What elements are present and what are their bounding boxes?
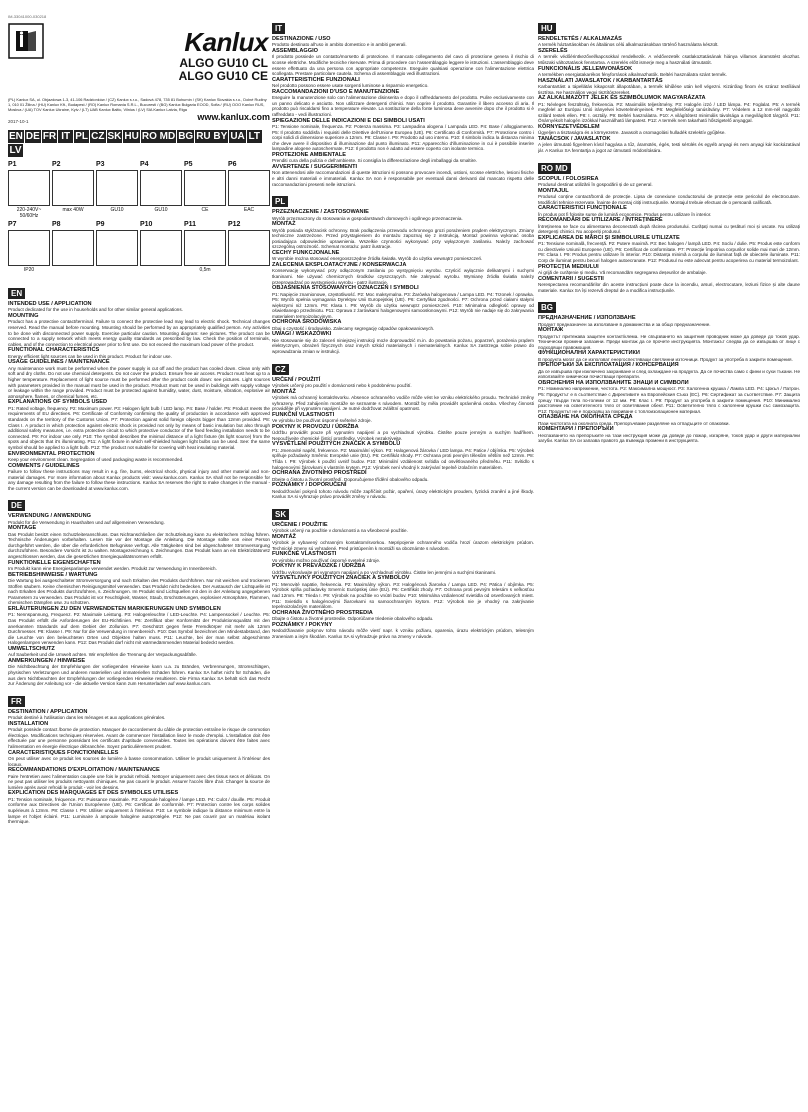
section-heading: UWAGI / WSKAZÓWKI: [272, 331, 332, 338]
pictogram-symbol-icon: [184, 170, 226, 206]
section-heading: RACCOMANDAZIONI D'USO E MANUTENZIONE: [272, 88, 400, 95]
section-paragraph: Výrobok určený na použitie v domácnosti a na všeobecné použitie.: [272, 528, 408, 534]
section-hu: [538, 18, 800, 154]
pictogram-symbol-icon: [96, 170, 138, 206]
pictogram-symbol-icon: [140, 170, 182, 206]
pictogram-symbol-icon: [140, 230, 182, 266]
section-paragraph: Product has a protective contact/terminal. Failure to connect the protective lead may lead to electric shock. Technical changes reserved. Read the manual before mounting. Mounting should be performed by an appropriately qualified person. Any activities to be done with disconnected power supply. Exercise particular caution. Mounting diagram: see pictures. The product can be connected to a supply network which meets energy quality standards as prescribed by law. Check the position of terminals, cables, and of the connection to electrical power prior to first use. Do not exceed the maximum load power of the product.: [8, 319, 270, 347]
language-tag: LV: [9, 145, 22, 156]
section-it: [272, 18, 534, 187]
section-paragraph: Údržbu provádět pouze při vypnutém napájení a po vychladnutí výrobku. Čistěte pouze jemným a suchým hadříkem. Nepoužívejte chemické čisticí prostředky. Výrobek nezakrývejte.: [272, 430, 534, 441]
language-tag: SK: [107, 131, 122, 142]
website[interactable]: www.kanlux.com: [197, 112, 270, 122]
section-paragraph: Неспазването на препоръките на тази инструкция може да доведе до пожар, изгаряне, токов удар и други материални загуби. Kanlux SA си запазва правото да въвежда промени в инструкцията.: [538, 432, 800, 444]
section-paragraph: Да се извършва при изключено захранване и след охлаждане на продукта. Да се почиства само с фини и сухи тъкани. Не използвайте химически почистващи препарати.: [538, 368, 800, 380]
print-date: 2017-10-1: [8, 119, 29, 124]
section-heading: TANÁCSOK / JAVASLATOK: [538, 135, 611, 142]
section-paragraph: Ügyeljen a tisztaságra és a környezetre. Javasolt a csomagolási hulladék szelektív gyűjtése.: [538, 130, 726, 136]
pictogram-number: P9: [96, 221, 105, 228]
section-heading: RECOMANDĂRI DE UTILIZARE / ÎNTREȚINERE: [538, 217, 663, 224]
section-heading: SZERELÉS: [538, 48, 568, 54]
pictogram-symbol-icon: [52, 230, 94, 266]
section-heading: POKYNY K PREVÁDZKE / ÚDRŽBA: [272, 563, 366, 570]
section-paragraph: Any maintenance work must be performed when the power supply is cut off and the product has cooled down. Clean only with soft and dry cloths. Do not use chemical detergents. Do not cover the product. Ensure free air access. Product must heat up to a higher temperature. Replacement of light source must be performed after the product cools down: see pictures. Light sources with parameters provided in the manual must be used in the product. Product must not be used in buildings with supply voltage or leakage within the range provided. Product must be protected against humidity, water, dust, moisture, vibration, explosive air atmosphere, flames, or chemical fumes, etc.: [8, 365, 270, 399]
section-paragraph: P1: Tensiune nominală, frecvență. P2: Putere maximă. P3: Bec halogen / lampă LED. P4: Soclu / dulie. P5: Produs este conform cu directivele Uniunii Europene (UE). P6: Certificat de conformitate. P7: Protecție împotriva corpurilor solide mai mari de 12mm. P8: Clasa I. P9: Produs pentru utilizare în interior. P10: Distanța minimă a corpului de iluminat față de obiectele iluminate. P11: Corp de iluminat pentru becuri halogen autoecranate. P12: Produsul nu este adecvat pentru acoperirea cu material termoizolant.: [538, 241, 800, 263]
section-heading: CARATTERISTICHE FUNZIONALI: [272, 76, 360, 83]
section-heading: FUNKCIONÁLIS JELLEMVONÁSOK: [538, 65, 633, 72]
section-paragraph: Faire l'entretien avec l'alimentation coupée une fois le produit refroidi. Nettoyer uniquement avec des tissus secs et délicats. On ne peut pas utiliser les produits nettoyants chimiques. Ne pas couvrir le produit. Assurer l'accès libre d'air. Changer la source de lumière après avoir refroidi le produit - voir les dessins.: [8, 773, 270, 790]
pictogram-number: P4: [140, 161, 149, 168]
pictogram-number: P3: [96, 161, 105, 168]
section-paragraph: A termék védőérintkezővel/kapcsokkal rendelkezik. A védővezeték csatlakoztatásának hiánya villamos áramütést okozhat. Műszaki változtatások fenntartva. A szerelés előtt ismerje meg a használati útmutatót.: [538, 54, 800, 65]
brand-logo: Kanlux: [184, 27, 268, 57]
section-heading: ПРЕПОРЪКИ ЗА ЕКСПЛОАТАЦИЯ / КОНСЕРВАЦИЯ: [538, 362, 679, 369]
section-paragraph: P1: Névleges feszültség, frekvencia. P2: Maximális teljesítmény. P3: Halogén izzó / LED lámpa. P4: Foglalat. P5: A termék megfelel az Európai Unió irányelvei követelményeinek. P6: Megfelelőségi tanúsítvány. P7: Védelem a 12 mm-nél nagyobb szilárd testek ellen. P8: I. osztály. P9: Beltéri használatra. P10: A világítótest minimális távolsága a megvilágított tárgytól. P11: Önárnyékolt halogén izzókkal használható lámpatest. P12: A termék nem takarható hőszigetelő anyaggal.: [538, 101, 800, 124]
section-paragraph: Dbaj o czystość i środowisko. Zalecamy segregację odpadów opakowaniowych.: [272, 325, 435, 331]
section-heading: POZNÁMKY / POKYNY: [272, 621, 333, 628]
section-paragraph: Product dedicated for the use in households and for other similar general applications.: [8, 307, 183, 313]
section-paragraph: Produsul conține contact/bornă de protecție. Lipsa de conexiune conductorului de protecție este pericolul de electrocutare. Modificări tehnice rezervate. Înainte de montaj citiți instrucțiunile. Montajul trebuie efectuat de o persoană calificată.: [538, 193, 800, 205]
section-paragraph: Výrobok je vybavený ochranným kontaktom/svorkou. Nepripojenie ochranného vodiča hrozí úrazom elektrickým prúdom. Technické zmeny sú vyhradené. Pred pristúpením k montáži sa oboznámte s návodom.: [272, 540, 534, 551]
language-code-badge: HU: [538, 23, 556, 34]
pictogram-number: P2: [52, 161, 61, 168]
language-tag: BG: [178, 131, 194, 142]
section-paragraph: Produkt für die Verwendung in Haushalten und auf allgemeinen Verwendung.: [8, 519, 165, 525]
section-heading: ENVIRONMENTAL PROTECTION: [8, 450, 95, 457]
section-paragraph: Nedodržování pokynů tohoto návodu může zapříčinit požár, opaření, úrazy elektrickým proudem, fyzická zranění a jiné škody. Kanlux SA si vyhrazuje právo provádět změny v návodu.: [272, 488, 534, 500]
section-heading: INSTALLATION: [8, 720, 49, 727]
section-bg: [538, 297, 800, 444]
pictogram-number: P10: [140, 221, 153, 228]
pictogram-label: EAC: [243, 207, 255, 213]
section-heading: RENDELTETÉS / ALKALMAZÁS: [538, 36, 622, 42]
section-paragraph: P1: Napięcie znamionowe, częstotliwość. P2: Moc maksymalna. P3: Żarówka halogenowa / Lampa LED. P4: Trzonek / oprawka. P5: Wyrób spełnia wymagania Dyrektyw Unii Europejskiej (UE). P6: Certyfikat zgodności. P7: Ochrona przed ciałami stałymi większymi niż 12mm. P8: Klasa I. P9: Wyrób do użytku wewnątrz pomieszczeń. P10: Minimalna odległość oprawy od oświetlanego przedmiotu. P11: Oprawa z żarówkami halogenowymi samoosłonowymi. P12: Wyrób nie nadaje się do zakrywania materiałem termoizolacyjnym.: [272, 291, 534, 319]
section-heading: ZALECENIA EKSPLOATACYJNE / KONSERWACJA: [272, 261, 407, 268]
language-tag: UA: [230, 131, 245, 142]
section-paragraph: Vo výrobku možno používať úsporné svetelné zdroje.: [272, 557, 381, 563]
pictogram-number: P12: [228, 221, 241, 228]
section-paragraph: Nerespectarea recomandărilor din aceste instrucțiuni poate duce la incendiu, arsuri, electrocutare, leziuni fizice și alte daune materiale. Kanlux SA își rezervă dreptul de a modifica instrucțiunile.: [538, 281, 800, 293]
section-heading: ОБЯСНЕНИЯ НА ИЗПОЛЗВАНИТЕ ЗНАЦИ И СИМВОЛИ: [538, 379, 689, 386]
pictogram-p11: [184, 221, 226, 279]
section-paragraph: Non attenendosi alle raccomandazioni di queste istruzioni si possono provocare incendi, ustioni, scosse elettriche, lesioni fisiche e altri danni materiali e immateriali. Kanlux SA non è responsabile per eventuali danni derivanti dal mancato rispetto delle raccomandazioni presenti nelle istruzioni.: [272, 170, 534, 187]
section-heading: OCHRANA ŽIVOTNÍHO PROSTŘEDÍ: [272, 470, 367, 477]
section-heading: OCHRONA ŚRODOWISKA: [272, 319, 342, 326]
section-en: [8, 283, 270, 491]
language-code-badge: PL: [272, 196, 288, 207]
section-paragraph: Nie stosowanie się do zaleceń niniejszej instrukcji może doprowadzić m.in. do powstania pożaru, poparzeń, porażenia prądem elektrycznym, obrażeń fizycznych oraz innych szkód materialnych i niematerialnych. Kanlux SA zastrzega sobie prawo do wprowadzania zmian w instrukcji.: [272, 337, 534, 355]
pictogram-symbol-icon: [8, 170, 50, 206]
pictogram-symbol-icon: [96, 230, 138, 266]
section-heading: DESTINAZIONE / USO: [272, 36, 331, 42]
section-heading: HASZNÁLATI JAVASLATOK / KARBANTARTÁS: [538, 77, 663, 84]
section-paragraph: P1: Номинално напрежение, честота. P2: Максимална мощност. P3: Халогенна крушка / Лампа LED. P4: Цокъл / Патрон. P5: Продуктът е в съответствие с Директивите на Европейския Съюз (ЕС). P6: Сертификат за съответствие. P7: Защита срещу твърди тела по-големи от 12 мм. P8: Клас I. P9: Продукт за употреба в закрити помещения. P10: Минимално разстояние на осветителното тяло от осветявания обект. P11: Осветително тяло с халогенни крушки със самозащита. P12: Продуктът не е подходящ за покриване с топлоизолационен материал.: [538, 386, 800, 414]
language-tag: FR: [42, 131, 57, 142]
section-heading: RECOMMANDATIONS D'EXPLOITATION / MAINTENANCE: [8, 767, 160, 774]
section-paragraph: Nedodržiavanie pokynov tohto návodu môže viesť napr. k vzniku požiaru, oparenia, úrazu elektrickým prúdom, telesným zraneniam a iným škodám. Kanlux SA si vyhradzuje právo na zmeny v návode.: [272, 628, 534, 639]
language-tag: LT: [248, 131, 261, 142]
section-heading: ERLÄUTERUNGEN ZU DEN VERWENDETEN MARKIERUNGEN UND SYMBOLEN: [8, 606, 221, 613]
section-heading: FUNKČNÉ VLASTNOSTI: [272, 551, 337, 558]
section-heading: COMMENTS / GUIDELINES: [8, 462, 80, 469]
language-bar: [8, 130, 270, 157]
section-paragraph: Výrobek určený pro použití v domácnosti nebo k podobnému použití.: [272, 383, 412, 389]
section-paragraph: Die Nichtbeachtung der Empfehlungen der vorliegenden Hinweise kann u.a. zu Bränden, Verbrennungen, Stromschlägen, physischen Verletzungen und anderen materiellen und immateriellen Schäden führen. Kanlux SA haftet nicht für Schäden, die aus dem Nichtbeachten der Empfehlungen der vorliegenden Hinweise resultieren. Die Firma Kanlux SA behält sich das Recht zur Änderung der Anleitung vor - die aktuelle Version kann zum Herunterladen auf www.kanlux.com.: [8, 664, 270, 687]
section-heading: ПРЕДНАЗНАЧЕНИЕ / ИЗПОЛЗВАНЕ: [538, 315, 636, 322]
section-heading: EXPLICAREA DE MĂRCI ȘI SIMBOLURILE UTILIZATE: [538, 234, 680, 241]
pictogram-symbol-icon: [228, 230, 270, 266]
language-tag: HU: [124, 131, 139, 142]
section-paragraph: A jelen útmutató figyelmen kívül hagyása a tűz, áramütés, égés, testi sérülés és egyéb anyagi és nem anyagi kár kockázatával jár. A Kanlux SA fenntartja a jogot az útmutató módosítására.: [538, 142, 800, 153]
section-paragraph: On peut utiliser avec ce produit les sources de lumière à basse consommation. Utiliser le produit uniquement à l'intérieur des locaux.: [8, 755, 270, 767]
section-heading: ФУНКЦИОНАЛНИ ХАРАКТЕРИСТИКИ: [538, 350, 640, 357]
section-heading: FUNKTIONELLE EIGENSCHAFTEN: [8, 559, 101, 566]
section-paragraph: Nel prodotto possono essere usate sorgenti luminose a risparmio energetico.: [272, 83, 429, 89]
pictogram-number: P8: [52, 221, 61, 228]
language-code-badge: RO MD: [538, 163, 571, 174]
pictogram-p9: [96, 221, 138, 279]
section-paragraph: Ai grijă de curățenie și mediu. Vă recomandăm segregarea deșeurilor de ambalaje.: [538, 269, 707, 275]
section-paragraph: P1: Jmenovité napětí, frekvence. P2: Maximální výkon. P3: Halogenová žárovka / LED lampa. P4: Patice / objímka. P5: Výrobek splňuje požadavky Směrnic Evropské unie (EU). P6: Certifikát shody. P7: Ochrana proti pevným tělesům větším než 12mm. P8: Třída I. P9: Výrobek k použití uvnitř budov. P10: Minimální vzdálenost svítidla od osvětlovaného předmětu. P11: Svítidlo s halogenovými žárovkami s vlastním krytem. P12: Výrobek není vhodný k zakrývání tepelně izolačním materiálem.: [272, 447, 534, 470]
pictogram-symbol-icon: [228, 170, 270, 206]
section-paragraph: Întreținerea se face cu alimentarea deconectată după răcirea produsului. Curățați numai cu țesături moi și uscate. Nu utilizați detergenți chimici. Nu acoperiți produsul.: [538, 223, 800, 235]
pictogram-label: max 40W: [62, 207, 84, 213]
language-code-badge: FR: [8, 696, 25, 707]
section-paragraph: Konserwację wykonywać przy odłączonym zasilaniu po wystygnięciu wyrobu. Czyścić wyłącznie delikatnymi i suchymi tkaninami. Nie używać chemicznych środków czyszczących. Nie zakrywać wyrobu. Wymianę źródła światła należy przeprowadzać po wystygnięciu wyrobu - patrz ilustracje.: [272, 268, 534, 285]
section-paragraph: P1: Rated voltage, frequency. P2: Maximum power. P3: Halogen light bulb / LED lamp. P4: Base / holder. P5: Product meets the requirements of EU directives. P6: Certificate of Conformity confirming the quality of production in accordance with approved standards on the territory of the Customs Union. P7: Protection against solid foreign objects bigger than 12mm provided. P8: Class I. A product in which protection against electric shock is provided not only by means of basic insulation but also through additional safety measures, i.e. extra protective circuit to which protective conductor of the fixed feeding installation needs to be connected. P9: For indoor use only. P10: The symbol describes the minimal distance of a light fixture (its light source) from the spots and objects that it's illuminating. P11: A light fixture in which self-shielded halogen light bulbs can be used. See: the same symbol should be applied to a light bulb. P12: The product not suitable for covering with heat insulating material.: [8, 405, 270, 450]
section-paragraph: A termék háztartásokban és általános célú alkalmazásokban történő használatra készült.: [538, 42, 719, 48]
section-heading: КОМЕНТАРИ / ПРЕПОРЪКИ: [538, 426, 614, 433]
section-paragraph: Údržbu vykonávajte pri vypnutom napájaní a po vychladnutí výrobku. Čistite len jemnými a suchými tkaninami.: [272, 569, 497, 575]
pictogram-p4: [140, 161, 182, 219]
section-heading: POZNÁMKY / DOPORUČENÍ: [272, 482, 347, 489]
pictogram-p8: [52, 221, 94, 279]
section-paragraph: Failure to follow these instructions may result in e.g. fire, burns, electrical shock, physical injury and other material and non-material damages. For more information about Kanlux products visit: www.kanlux.com. Kanlux SA shall not be responsible for any damage resulting from the failure to follow these instructions. Kanlux SA reserves the right to make changes in the manual - the current version can be downloaded at www.kanlux.com.: [8, 468, 270, 491]
pictogram-p7: [8, 221, 50, 279]
section-paragraph: Die Wartung bei ausgeschalteter Stromversorgung und nach Erkalten des Produkts durchführen. Nur mit weichen und trockenen Stoffen säubern. Keine chemischen Reinigungsmittel verwenden. Das Produkt nicht bedecken. Der Austausch der Lichtquelle ist nach Erkalten des Produkts durchzuführen, s. Zeichnungen. Im Produkt sind Lichtquellen mit den in der Anleitung angegebenen Parametern zu verwenden. Das Produkt ist vor Feuchtigkeit, Wasser, Staub, Erschütterungen, explosiver Atmosphäre, Flammen, chemischen Dämpfen usw. zu schützen.: [8, 578, 270, 606]
pictogram-number: P5: [184, 161, 193, 168]
language-tag: RU BY: [196, 131, 228, 142]
section-paragraph: Produit destiné à l'utilisation dans les ménages et aux applications générales.: [8, 715, 166, 721]
section-cz: [272, 359, 534, 500]
section-heading: INTENDED USE / APPLICATION: [8, 301, 92, 307]
section-heading: EXPLICATION DES MARQUAGES ET DES SYMBOLES UTILISES: [8, 790, 179, 797]
section-heading: BETRIEBSHINWEISE / WARTUNG: [8, 571, 98, 578]
pictogram-p5: [184, 161, 226, 219]
section-heading: MONTAŻ: [272, 221, 296, 228]
section-heading: SPIEGAZIONE DELLE INDICAZIONI E DEI SIMBOLI USATI: [272, 117, 425, 124]
section-paragraph: În produs pot fi folosite surse de lumină economice. Produs pentru utilizare în interior.: [538, 211, 712, 217]
section-paragraph: Produsul destinat utilizării în gospodării și de uz general.: [538, 181, 653, 187]
section-paragraph: Prenditi cura della pulizia e dell'ambiente. Si consiglia la differenziazione degli imballaggi da smaltire.: [272, 158, 478, 164]
column-3: [538, 14, 800, 1104]
language-code-badge: EN: [8, 288, 25, 299]
language-tag: PL: [75, 131, 89, 142]
pictogram-label: CE: [201, 207, 209, 213]
section-paragraph: P1: Tensione nominale, frequenza. P2: Potenza massima. P3: Lampadina alogena / Lampada LED. P4: Base / alloggiamento. P5: Il prodotto soddisfa i requisiti delle Direttive dell'Unione Europea (UE). P6: Certificato di Conformità. P7: Protezione contro i corpi solidi di dimensione superiore a 12mm. P8: Classe I. P9: Prodotto ad uso interno. P10: Il simbolo indica la distanza minima che deve avere il dispositivo di illuminazione dal punto illuminato. P11: Apparecchio d'illuminazione in cui è possibile inserire lampadine alogene autoschermate. P12: Il prodotto non è adatto ad essere coperto con isolante termico.: [272, 123, 534, 152]
section-heading: ASSEMBLAGGIO: [272, 48, 318, 54]
language-tag: DE: [25, 131, 40, 142]
section-paragraph: A termékben energiatakarékos fényforrások alkalmazhatók. Beltéri használatra szánt termék.: [538, 72, 727, 77]
section-ro: [538, 158, 800, 294]
pictogram-label: GU10: [154, 207, 168, 213]
section-paragraph: Auf Sauberkeit und die Umwelt achten. Wir empfehlen die Trennung der Verpackungsabfälle.: [8, 652, 197, 658]
pictogram-number: P11: [184, 221, 197, 228]
language-tag: CZ: [91, 131, 105, 142]
section-paragraph: Ve výrobku lze používat úsporné světelné zdroje.: [272, 418, 372, 424]
language-code-badge: SK: [272, 509, 289, 520]
section-paragraph: Eseguire la manutenzione solo con l'alimentazione disinserita e dopo il raffreddamento del prodotto. Pulire esclusivamente con un panno delicato e asciutto. Non utilizzare detergenti chimici. Non coprire il prodotto. Garantire il libero accesso di aria. Il prodotto può riscaldarsi fino a temperature elevate. La sostituzione della fonte luminosa deve avvenire dopo che il prodotto si è raffreddato - vedi illustrazioni.: [272, 95, 534, 117]
pictogram-symbol-icon: [8, 230, 50, 266]
section-heading: KÖRNYEZETVÉDELEM: [538, 123, 600, 130]
section-heading: PROTEZIONE AMBIENTALE: [272, 151, 346, 158]
section-paragraph: Il prodotto possiede un contatto/morsetto di protezione. Il mancato collegamento del cavo di protezione genera il rischio di scosse elettriche. Modifiche tecniche riservate. Prima di procedere con l'assemblaggio leggere le istruzioni. L'assemblaggio deve essere effettuato da una persona con appropriate competenze. Eseguire qualsiasi operazione con l'alimentazione elettrica scollegata. Prestare particolare cautela. Schema di assemblaggio vedi illustrazioni.: [272, 54, 534, 77]
section-heading: MOUNTING: [8, 313, 39, 319]
section-paragraph: Energy efficient light sources can be used in this product. Product for indoor use.: [8, 353, 172, 359]
section-heading: AVVERTENZE / SUGGERIMENTI: [272, 163, 358, 170]
section-heading: МОНТАЖ: [538, 327, 564, 334]
pictogram-p10: [140, 221, 182, 279]
pictogram-p3: [96, 161, 138, 219]
section-heading: VYSVETLIVKY POUŽITÝCH ZNAČIEK A SYMBOLOV: [272, 575, 410, 582]
section-paragraph: Dbejte o čistotu a životní prostředí. Doporučujeme třídění obalového odpadu.: [272, 476, 429, 482]
pictogram-p1: [8, 161, 50, 219]
section-paragraph: Dbajte o čistotu a životné prostredie. Odporúčame triedenie obalového odpadu.: [272, 616, 434, 622]
section-paragraph: P1: Nennspannung, Frequenz. P2: Maximale Leistung. P3: Halogenleuchte / LED-Leuchte. P4: Lampensockel / Leuchte. P5: Das Produkt erfüllt die Anforderungen der EU-Richtlinien. P6: Zertifikat über Konformität der Produktionsqualität mit den anerkannten Standards auf dem Gebiet der Zollunion. P7: Geschützt gegen feste Fremdkörper mit mehr als 12mm Durchmesser. P8: Klasse I. P9: Nur für die Verwendung in Innenbereich. P10: Das Symbol bezeichnet den Mindestabstand, den die Leuchte von den beleuchteten Orten und Objekten halten muss. P11: Leuchte, bei der man selbst abgeschirmte Halogenlampen verwenden kann. P12: Das Produkt darf nicht mit wärmedämmenden Material bedeckt werden.: [8, 612, 270, 646]
pictogram-p6: [228, 161, 270, 219]
section-heading: FUNKČNÍ VLASTNOSTI: [272, 411, 335, 418]
language-tag: IT: [58, 130, 73, 143]
section-heading: MONTAJUL: [538, 187, 569, 194]
language-code-badge: DE: [8, 500, 25, 511]
section-heading: CARACTERISTICI FUNCȚIONALE: [538, 205, 627, 212]
section-heading: EXPLANATIONS OF SYMBOLS USED: [8, 399, 108, 406]
language-code-badge: BG: [538, 302, 556, 313]
header: [8, 23, 270, 95]
section-paragraph: Das Produkt besitzt einen Schutzleiteranschluss. Das Nichtanschließen der Schutzleitung kann zu elektrischem Schlag führen. Technische Änderungen vorbehalten. Lesen Sie vor der Montage die Anleitung. Die Montage sollte von einer Person durchgeführt werden, die über die erforderlichen Befugnisse verfügt. Alle Tätigkeiten sind bei abgeschalteter Stromversorgung durchzuführen. Besondere Vorsicht ist zu walten. Montagezeichnung s. Zeichnungen. Das Produkt kann an ein Elektrizitätsnetz angeschlossen werden, das die gesetzlichen Energiequalitätsnormen erfüllt.: [8, 531, 270, 560]
section-paragraph: Výrobek má ochranný kontakt/svorku. Absence ochranného vodiče může vést ke vzniku elektrického proudu. Technické změny vyhrazeny. Před zahájením montáže se seznamte s návodem. Montáž by měla provádět oprávněná osoba. Všechny činnosti provádějte při vypnutém napájení. Je nutné dodržovat zvláštní opatrnost.: [272, 395, 534, 412]
section-heading: UMWELTSCHUTZ: [8, 646, 55, 652]
section-paragraph: Im Produkt kann eine Energiesparlampe verwendet werden. Produkt zur Verwendung im Innenbereich.: [8, 566, 217, 572]
section-paragraph: Keep your environment clean. Segregation of used packaging waste is recommended.: [8, 456, 184, 462]
section-heading: URČENIE / POUŽITIE: [272, 521, 328, 528]
pictogram-number: P6: [228, 161, 237, 168]
section-paragraph: P1: Tension nominale, fréquence. P2: Puissance maximale. P3: Ampoule halogène / lampe LED. P4: Culot / douille. P5: Produit conforme aux Directives de l'Union Européenne (UE). P6: Certificat de conformité. P7: Protection contre les corps solides supérieurs à 12mm. P8: Classe I. P9: Utiliser uniquement à l'intérieur. P10: Le symbole indique la distance minimum entre la lampe et l'objet éclairé. P11: Luminaire à ampoule halogène autoprotégée. P12: Ne pas couvrir par un matériau isolant thermique.: [8, 796, 270, 825]
section-sk: [272, 504, 534, 640]
distributor-list: (PL) Kanlux SA, ul. Objazdowa 1-3, 41-106 Radzionków / (CZ) Kanlux s.r.o., Sadová 478, 735 81 Bohumín / (SK) Kanlux Slovakia s.r.o., Dolné Rudiny 1, 010 01 Žilina / (HU) Kanlux Kft., Budapest / (RO) Kanlux Romania S.R.L., Bucuresti / (BG) Kanlux Bulgaria EOOD, Sofia / (RU) OOO Kanlux RUS, Moskva / (UA) TOV Kanlux Ukraine, Kyiv / (LT) UAB Kanlux Baltic, Vilnius / (LV) SIA Kanlux Latvia, Riga: [8, 97, 267, 112]
section-pl: [272, 191, 534, 355]
pictogram-symbol-icon: [52, 170, 94, 206]
pictogram-number: P7: [8, 221, 17, 228]
section-heading: VYSVĚTLENÍ POUŽITÝCH ZNAČEK A SYMBOLŮ: [272, 441, 401, 448]
section-heading: PRZEZNACZENIE / ZASTOSOWANIE: [272, 209, 369, 216]
section-heading: DESTINATION / APPLICATION: [8, 708, 88, 715]
pictogram-grid: [8, 161, 270, 279]
section-paragraph: Wyrób posiada styk/zacisk ochronny. Brak podłączenia przewodu ochronnego grozi porażeniem prądem elektrycznym. Zmiany techniczne zastrzeżone. Przed przystąpieniem do montażu zapoznaj się z instrukcją. Montaż powinna wykonać osoba posiadająca odpowiednie uprawnienia. Wszelkie czynności wykonywać przy wyłączonym zasilaniu. Należy zachować szczególną ostrożność. Schemat montażu: patrz ilustracje.: [272, 227, 534, 250]
section-paragraph: Продукт предназначен за използване в домакинства и за общо предназначение.: [538, 321, 711, 327]
section-de: [8, 495, 270, 687]
section-heading: USAGE GUIDELINES / MAINTENANCE: [8, 359, 110, 366]
pictogram-label: 0,5m: [199, 267, 211, 273]
section-heading: COMENTARII / SUGESTII: [538, 275, 604, 282]
section-heading: ОПАЗВАНЕ НА ОКОЛНАТА СРЕДА: [538, 414, 633, 421]
section-heading: MONTAGE: [8, 525, 37, 532]
section-paragraph: Produit possède contact /borne de protection. Manquer de raccordement du câble de protection entraîne le risque de commotion électrique. Modifications techniques réservées. Avant de commencer l'installation lisez le mode d'emploi. L'installation doit être effectuée par une personne possédant les certificats d'aptitude convenables. Toutes les opérations doivent être faites avec l'alimentation en énergie électrique débranchée. Soyez particulièrement prudent.: [8, 727, 270, 749]
read-manual-info-icon: [8, 23, 44, 59]
pictogram-label: GU10: [110, 207, 124, 213]
pictogram-label: IP20: [23, 267, 35, 273]
column-2: [272, 14, 534, 1104]
language-code-badge: IT: [272, 23, 285, 34]
section-heading: AZ ALKALMAZOTT JELEK ÉS SZIMBÓLUMOK MAGYARÁZATA: [538, 95, 706, 102]
section-heading: MONTÁŽ: [272, 388, 296, 395]
section-paragraph: Пази чистотата на околната среда. Препоръчваме разделяне на отпадъците от опаковки.: [538, 420, 730, 426]
model-names: [179, 57, 268, 83]
section-heading: OCHRANA ŽIVOTNÉHO PROSTREDIA: [272, 609, 373, 616]
section-paragraph: Продуктът притежава защитен контакт/клема. Не свързването на защитния проводник може да доведе до токов удар. Технически промени запазени. Преди монтаж да се прочете инструкцията. Монтажът следва да се извършва от лице с подходящи правомощия.: [538, 333, 800, 350]
section-heading: SCOPUL / FOLOSIREA: [538, 175, 599, 182]
section-heading: URČENÍ / POUŽITÍ: [272, 376, 321, 383]
pictogram-symbol-icon: [184, 230, 226, 266]
section-paragraph: Prodotto destinato all'uso in ambito domestico e in ambiti generali.: [272, 42, 407, 48]
section-heading: CARACTERISTIQUES FONCTIONNELLES: [8, 749, 119, 756]
language-code-badge: CZ: [272, 364, 289, 375]
model-line-2: ALGO GU10 CE: [178, 69, 268, 83]
section-paragraph: P1: Menovité napätie, frekvencia. P2: Maximálny výkon. P3: Halogénová žiarovka / Lampa LED. P4: Pätica / objímka. P5: Výrobok spĺňa požiadavky Smerníc Európskej únie (EÚ). P6: Certifikát zhody. P7: Ochrana proti pevným telesám s veľkosťou nad 12mm. P8: Trieda I. P9: Výrobok na použitie vo vnútri budov. P10: Minimálna vzdialenosť svietidla od osvetľovaných miest. P11: Svietidlo s halogénovými žiarovkami so samoochranným krytom. P12: Výrobok nie je vhodný na zakrývanie tepelnoizolačným materiálom.: [272, 581, 534, 610]
section-paragraph: W wyrobie można stosować energooszczędne źródła światła. Wyrób do użytku wewnątrz pomieszczeń.: [272, 256, 483, 262]
section-heading: OBJAŚNIENIA STOSOWANYCH OZNACZEŃ I SYMBOLI: [272, 285, 419, 292]
section-heading: PROTECȚIA MEDIULUI: [538, 263, 599, 270]
section-heading: FUNCTIONAL CHARACTERISTICS: [8, 347, 100, 354]
column-1: [8, 14, 270, 1104]
language-tag: EN: [9, 131, 23, 142]
section-paragraph: Wyrób przeznaczony do stosowania w gospodarstwach domowych i ogólnego przeznaczenia.: [272, 215, 463, 221]
pictogram-p2: [52, 161, 94, 219]
model-line-1: ALGO GU10 CL: [179, 56, 268, 70]
section-heading: CECHY FUNKCJONALNE: [272, 249, 340, 256]
section-heading: VERWENDUNG / ANWENDUNG: [8, 513, 91, 520]
section-heading: ANMERKUNGEN / HINWEISE: [8, 658, 86, 664]
language-tag: RO MD: [141, 131, 176, 142]
pictogram-p12: [228, 221, 270, 279]
section-heading: POKYNY K PROVOZU / ÚDRŽBA: [272, 423, 359, 430]
section-paragraph: В продукта могат да се използват енергоспестяващи светлинни източници. Продукт за употреба в закрити помещения.: [538, 356, 793, 362]
section-fr: [8, 691, 270, 825]
section-heading: MONTÁŽ: [272, 533, 296, 540]
doc-id: IM-33041000-030218: [8, 14, 47, 19]
pictogram-label: 220-240V~ 50/60Hz: [16, 207, 42, 219]
section-paragraph: Karbantartást a tápellátás kikapcsolt állapotában, a termék kihűlése után kell végezni. Kizárólag finom és száraz textíliával tisztítsa. Ne használjon vegyi tisztítószereket.: [538, 84, 800, 95]
pictogram-number: P1: [8, 161, 17, 168]
